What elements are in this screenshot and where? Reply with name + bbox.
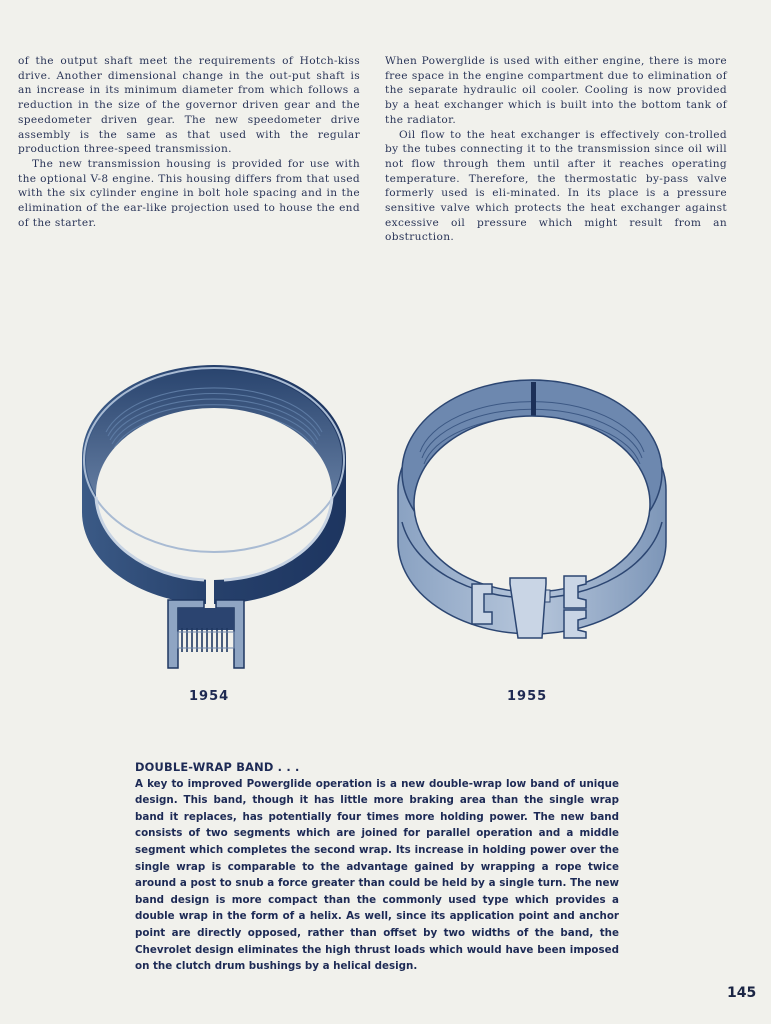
paragraph: of the output shaft meet the requirements of Hotch-kiss drive. Another dimensional change in the out-put shaft is an increase in its minimum diameter from which follows a reduction in the size of the governor driven gear and the speedometer driven gear. The new speedometer drive assembly is the same as that used with the regular production three-speed transmission. [18,55,360,156]
caption-title: DOUBLE-WRAP BAND . . . [135,760,300,774]
single-wrap-band-illustration [78,362,350,678]
caption-body: A key to improved Powerglide operation is a new double-wrap low band of unique design. This band, though it has little more braking area than the single wrap band it replaces, has potentially four times more holding power. The new band consists of two segments which are joined for parallel operation and a middle segment which completes the second wrap. Its increase in holding power over the single wrap is comparable to the advantage gained by wrapping a rope twice around a post to snub a force greater than could be held by a single turn. The new band design is more compact than the commonly used type which provides a double wrap in the form of a helix. As well, since its application point and anchor point are directly opposed, rather than offset by two widths of the band, the Chevrolet design eliminates the high thrust loads which would have been imposed on the clutch drum bushings by a helical design. [135,777,619,973]
page-number: 145 [727,985,757,1001]
figure-1954-band [78,362,350,678]
paragraph: When Powerglide is used with either engine, there is more free space in the engine compartment due to elimination of the separate hydraulic oil cooler. Cooling is now provided by a heat exchanger which is built into the bottom tank of the radiator. [385,55,727,126]
figure-label-1955: 1955 [507,689,548,704]
figure-caption [135,759,619,975]
figure-1955-band [394,372,670,644]
paragraph: Oil flow to the heat exchanger is effectively con-trolled by the tubes connecting it to the transmission since oil will not flow through them until after it reaches operating temperature. Therefore, the thermostatic by-pass valve formerly used is eli-minated. In its place is a pressure sensitive valve which protects the heat exchanger against excessive oil pressure which might result from an obstruction. [385,128,727,244]
right-column-text [385,54,727,245]
left-column-text [18,54,360,230]
figure-label-1954: 1954 [189,689,230,704]
paragraph: The new transmission housing is provided for use with the optional V-8 engine. This housing differs from that used with the six cylinder engine in bolt hole spacing and in the elimination of the ear-like projection used to house the end of the starter. [18,157,360,229]
double-wrap-band-illustration [394,372,670,644]
